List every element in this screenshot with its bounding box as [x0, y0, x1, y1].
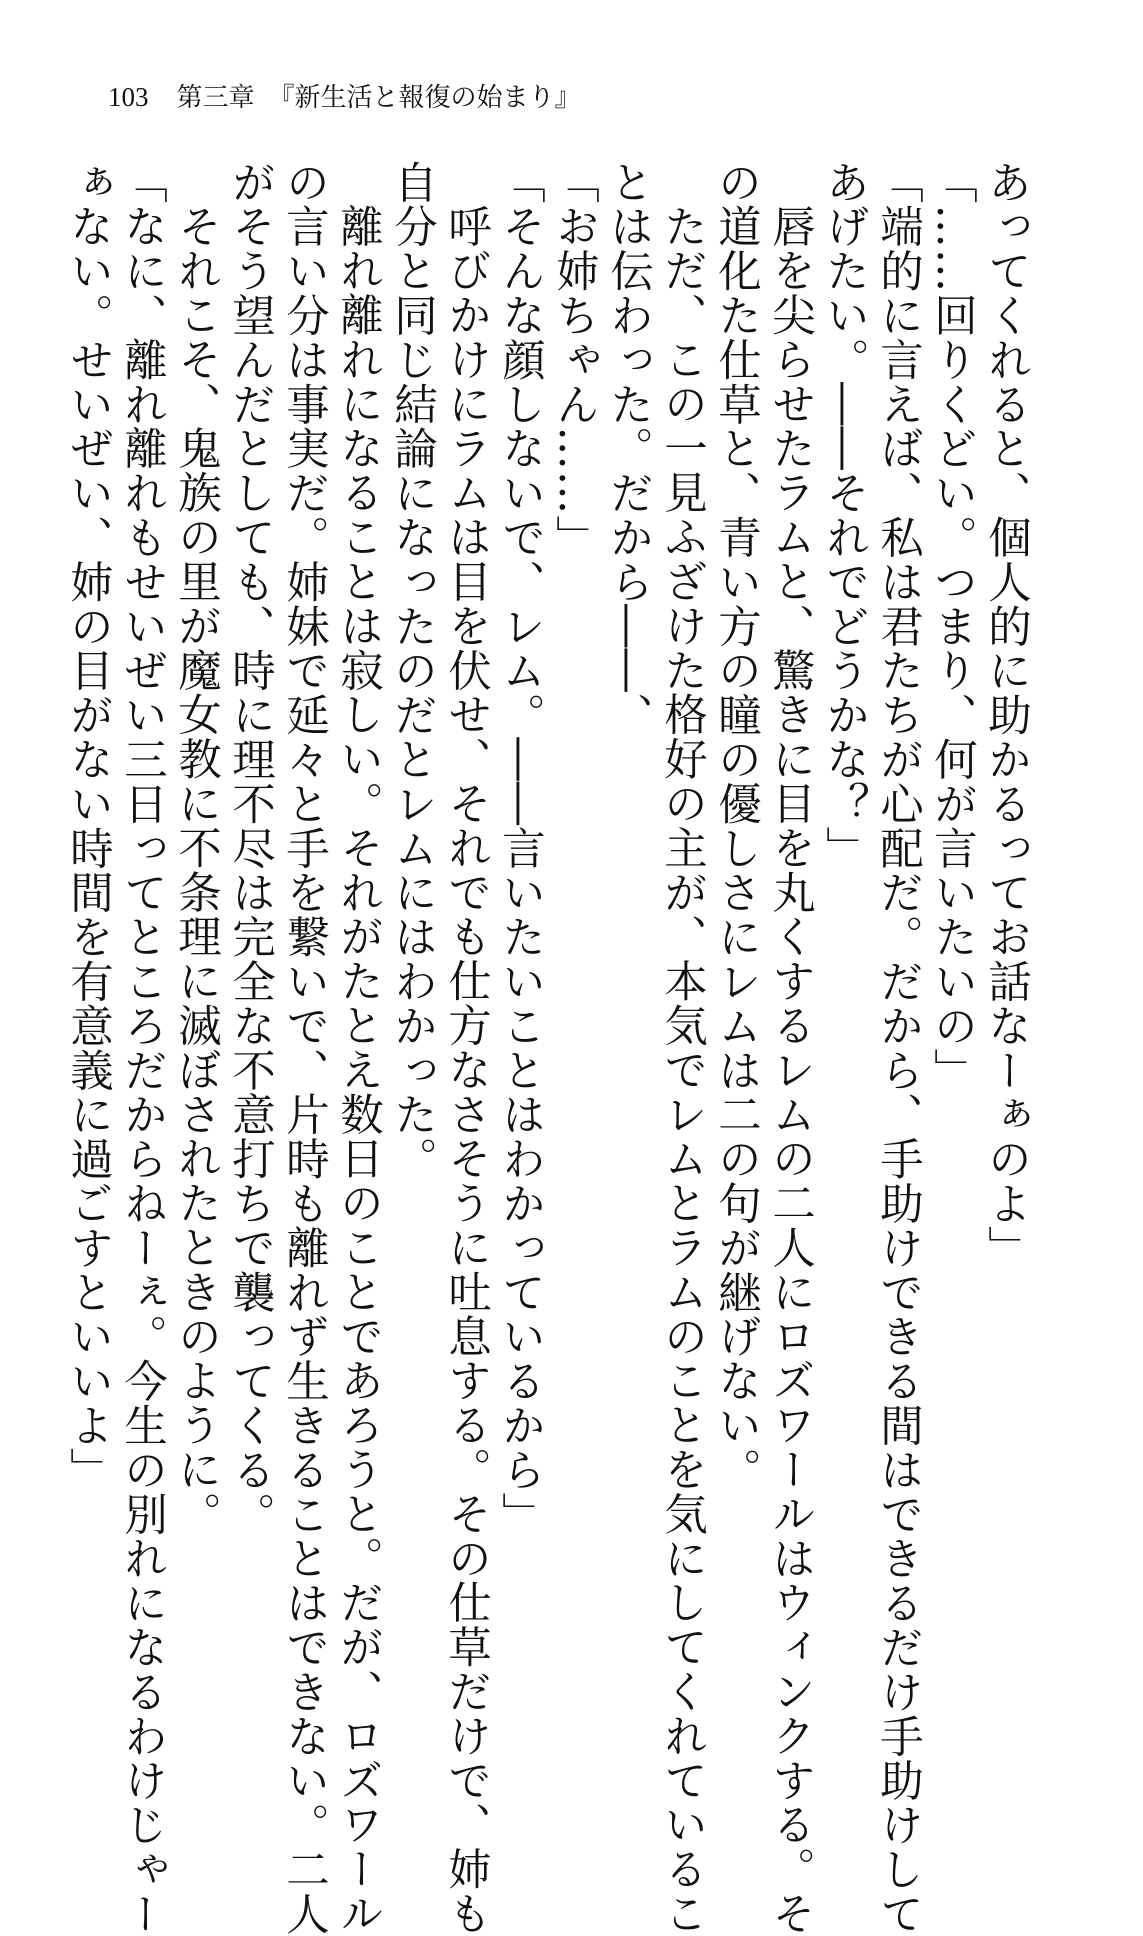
text-line: の道化た仕草と、青い方の瞳の優しさにレムは二の句が継げない。	[711, 160, 761, 1492]
text-line: の言い分は事実だ。姉妹で延々と手を繋いで、片時も離れず生きることはできない。二人	[279, 160, 329, 1936]
text-line: とは伝わった。だから――、	[603, 160, 653, 738]
text-line: 「お姉ちゃん……」	[549, 160, 599, 560]
running-head	[108, 84, 581, 124]
text-line: ぁない。せいぜい、姉の目がない時間を有意義に過ごすといいよ」	[63, 160, 113, 1492]
text-line: ただ、この一見ふざけた格好の主が、本気でレムとラムのことを気にしてくれているこ	[657, 203, 707, 1936]
chapter-label: 第三章	[176, 83, 255, 113]
text-line: 呼びかけにラムは目を伏せ、それでも仕方なさそうに吐息する。その仕草だけで、姉も	[441, 203, 491, 1936]
text-line: 「なに、離れ離れもせいぜい三日ってところだからねーぇ。今生の別れになるわけじゃー	[117, 160, 167, 1936]
body-text	[63, 160, 1033, 1936]
text-line: 「端的に言えば、私は君たちが心配だ。だから、手助けできる間はできるだけ手助けして	[873, 160, 923, 1936]
text-line: 自分と同じ結論になったのだとレムにはわかった。	[387, 160, 437, 1182]
text-line: がそう望んだとしても、時に理不尽は完全な不意打ちで襲ってくる。	[225, 160, 275, 1537]
text-line: あげたい。――それでどうかな？」	[819, 160, 869, 871]
text-line: それこそ、鬼族の里が魔女教に不条理に滅ぼされたときのように。	[171, 203, 221, 1536]
text-line: 「そんな顔しないで、レム。――言いたいことはわかっているから」	[495, 160, 545, 1537]
text-line: 「……回りくどい。つまり、何が言いたいの」	[927, 160, 977, 1093]
text-line: 離れ離れになることは寂しい。それがたとえ数日のことであろうと。だが、ロズワール	[333, 203, 383, 1936]
text-line: あってくれると、個人的に助かるってお話なーぁのよ」	[981, 160, 1031, 1270]
text-line: 唇を尖らせたラムと、驚きに目を丸くするレムの二人にロズワールはウィンクする。そ	[765, 203, 815, 1936]
chapter-title: 『新生活と報復の始まり』	[268, 83, 581, 113]
page-number: 103	[108, 82, 149, 112]
